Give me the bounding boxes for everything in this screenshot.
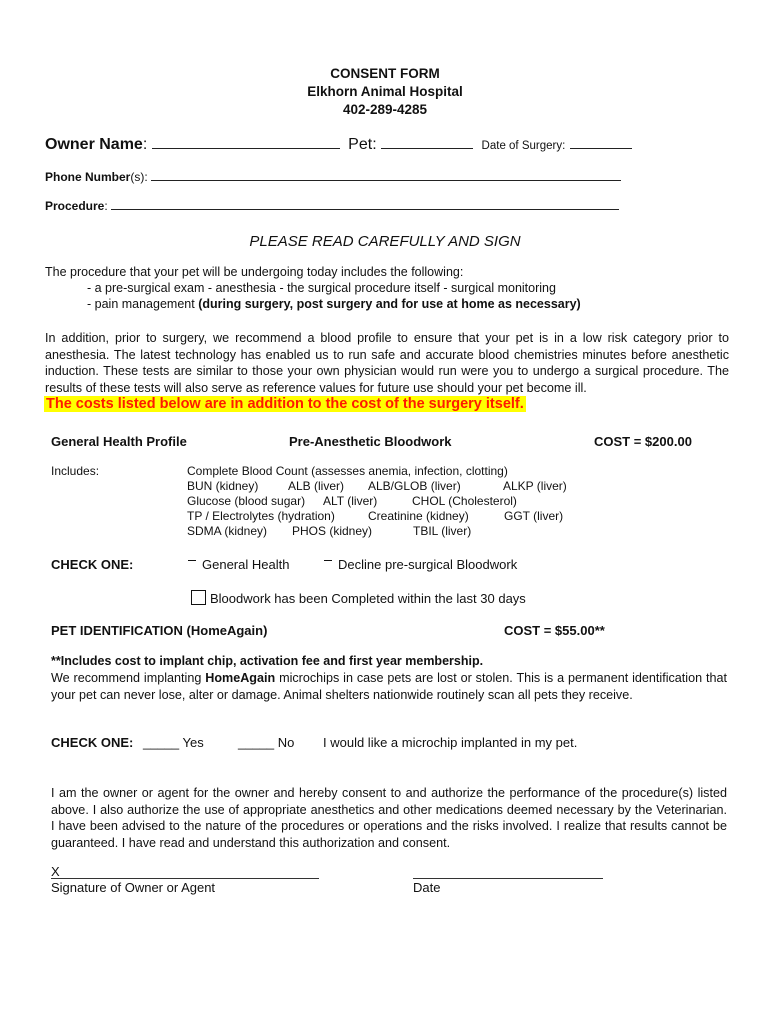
phone-number-field[interactable] — [151, 180, 621, 181]
bloodwork-paragraph: In addition, prior to surgery, we recommend a blood profile to ensure that your pet is in a low risk category prior to anesthesia. The latest technology has enabled us to run safe and accurate blood chemistries minutes before anesthetic induction. These tests are similar to those your own physician would run were you to undergo a surgical procedure. The results of these tests will also serve as reference values for future use should your pet become ill. — [45, 331, 729, 395]
costs-note — [44, 395, 526, 413]
decline-bloodwork-checkbox[interactable] — [324, 560, 332, 561]
test-alkp: ALKP (liver) — [503, 479, 567, 493]
test-sdma: SDMA (kidney) — [187, 524, 268, 538]
procedure-colon: : — [104, 199, 108, 213]
owner-signature-label: Signature of Owner or Agent — [51, 880, 216, 895]
test-tp-electrolytes: TP / Electrolytes (hydration) — [187, 509, 335, 523]
signature-x-mark: X — [51, 864, 60, 879]
general-health-checkbox[interactable] — [188, 560, 196, 561]
test-chol: CHOL (Cholesterol) — [412, 494, 517, 508]
phone-row — [45, 170, 621, 184]
owner-name-field[interactable] — [152, 148, 340, 149]
microchip-paragraph-start: We recommend implanting — [51, 671, 206, 685]
option-decline-bloodwork[interactable] — [324, 557, 517, 572]
pet-identification-heading: PET IDENTIFICATION (HomeAgain) — [51, 623, 268, 638]
decline-bloodwork-label: Decline pre-surgical Bloodwork — [338, 557, 518, 572]
general-health-profile-heading: General Health Profile — [51, 434, 187, 449]
date-label: Date — [413, 880, 441, 895]
hospital-name: Elkhorn Animal Hospital — [307, 84, 463, 99]
microchip-includes-note: **Includes cost to implant chip, activation fee and first year membership. — [51, 654, 484, 668]
test-ggt: GGT (liver) — [504, 509, 564, 523]
microchip-paragraph — [51, 670, 727, 703]
test-alt: ALT (liver) — [323, 494, 378, 508]
hospital-phone: 402-289-4285 — [342, 102, 428, 117]
pet-identification-cost: COST = $55.00** — [504, 623, 605, 638]
phone-number-suffix: (s): — [130, 170, 148, 184]
test-tbil: TBIL (liver) — [413, 524, 472, 538]
pain-management-detail: (during surgery, post surgery and for use at home as necessary) — [198, 297, 581, 311]
bloodwork-completed-checkbox[interactable] — [191, 590, 206, 605]
pre-anesthetic-heading: Pre-Anesthetic Bloodwork — [289, 434, 452, 449]
test-phos: PHOS (kidney) — [292, 524, 373, 538]
microchip-statement: I would like a microchip implanted in my pet. — [323, 735, 578, 750]
instructions-heading: PLEASE READ CAREFULLY AND SIGN — [249, 233, 521, 250]
procedure-row — [45, 199, 619, 213]
test-glucose: Glucose (blood sugar) — [187, 494, 306, 508]
procedure-intro-line1: The procedure that your pet will be undergoing today includes the following: — [45, 265, 464, 279]
date-signature-line[interactable] — [413, 878, 603, 879]
pet-name-field[interactable] — [381, 148, 473, 149]
test-creatinine: Creatinine (kidney) — [368, 509, 469, 523]
test-bun: BUN (kidney) — [187, 479, 259, 493]
pet-label: Pet: — [348, 136, 377, 153]
date-of-surgery-label: Date of Surgery: — [481, 140, 566, 152]
test-alb-glob: ALB/GLOB (liver) — [368, 479, 461, 493]
bloodwork-completed-label: Bloodwork has been Completed within the last 30 days — [210, 591, 526, 606]
phone-number-label: Phone Number — [45, 170, 131, 184]
owner-signature-line[interactable] — [51, 878, 319, 879]
microchip-yes-option[interactable]: _____ Yes — [143, 735, 204, 750]
profile-cost: COST = $200.00 — [594, 434, 692, 449]
includes-label: Includes: — [51, 464, 100, 478]
owner-pet-row — [45, 136, 632, 154]
bloodwork-check-one-label: CHECK ONE: — [51, 557, 134, 572]
procedure-intro-line3 — [87, 297, 581, 311]
option-general-health[interactable] — [188, 557, 289, 572]
owner-name-label: Owner Name — [45, 136, 143, 153]
costs-note-text: The costs listed below are in addition to the cost of the surgery itself. — [46, 396, 524, 412]
authorization-paragraph: I am the owner or agent for the owner and hereby consent to and authorize the performance of the procedure(s) listed above. I also authorize the use of appropriate anesthetics and other medications deemed necessary by the Veterinarian. I have been advised to the nature of the procedures or operations and the risks involved. I realize that results cannot be guaranteed. I have read and understand this authorization and consent. — [51, 786, 727, 850]
microchip-check-one-label: CHECK ONE: — [51, 735, 134, 750]
test-alb: ALB (liver) — [288, 479, 345, 493]
procedure-intro-line2: - a pre-surgical exam - anesthesia - the surgical procedure itself - surgical monitoring — [87, 281, 556, 295]
microchip-no-option[interactable]: _____ No — [238, 735, 295, 750]
general-health-label: General Health — [202, 557, 290, 572]
homeagain-brand: HomeAgain — [205, 671, 276, 685]
date-of-surgery-field[interactable] — [570, 148, 632, 149]
pain-management-text: - pain management — [87, 297, 199, 311]
owner-name-colon: : — [142, 136, 148, 153]
procedure-field[interactable] — [111, 209, 619, 210]
test-cbc: Complete Blood Count (assesses anemia, infection, clotting) — [187, 464, 508, 478]
form-title: CONSENT FORM — [330, 66, 440, 81]
procedure-label: Procedure — [45, 199, 105, 213]
microchip-paragraph-rest: microchips in case pets are lost or stolen. This is a permanent identification that your pet can never lose, alter or damage. Animal shelters nationwide routinely scan all pets they receive. — [51, 671, 727, 702]
